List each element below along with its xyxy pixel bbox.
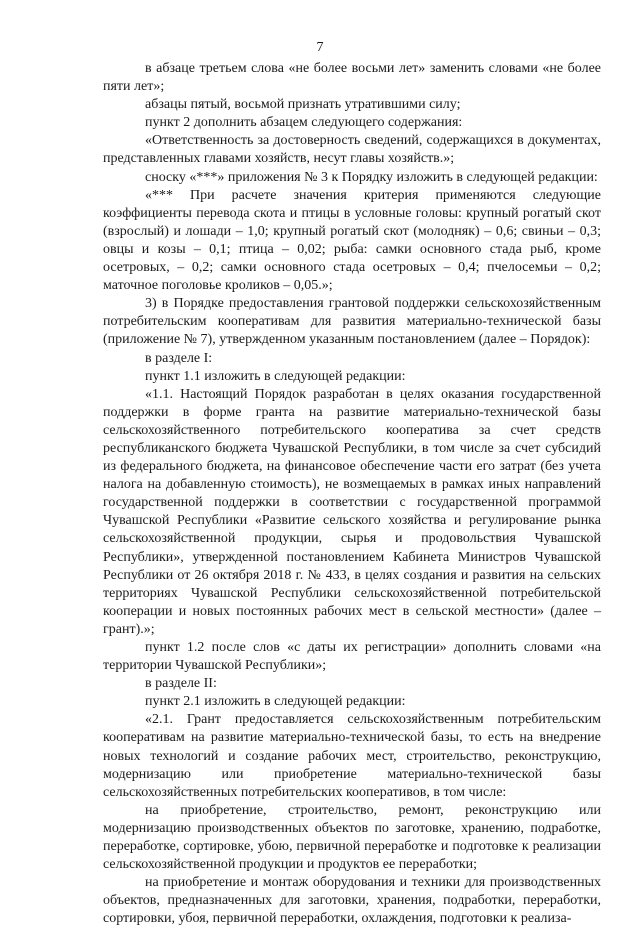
paragraph: «1.1. Настоящий Порядок разработан в целях оказания государственной поддержки в форме гранта на развитие материально-технической базы сельскохозяйственного потребительского кооператива за счет средств республиканского бюджета Чувашской Республики, в том числе за счет субсидий из федерального бюджета, на финансовое обеспечение части его затрат (без учета налога на добавленную стоимость), не возмещаемых в рамках иных направлений государственной поддержки в соответствии с государственной программой Чувашской Республики «Развитие сельского хозяйства и регулирование рынка сельскохозяйственной продукции, сырья и продовольствия Чувашской Республики», утвержденной постановлением Кабинета Министров Чувашской Республики от 26 октября 2018 г. № 433, в целях создания и развития на сельских территориях Чувашской Республики сельскохозяйственной потребительской кооперации и новых постоянных рабочих мест в сельской местности» (далее – грант).»; bbox=[103, 386, 601, 637]
paragraph: пункт 2.1 изложить в следующей редакции: bbox=[145, 694, 406, 710]
paragraph: 3) в Порядке предоставления грантовой поддержки сельскохозяйственным потребительским кооперативам для развития материально-технической базы (приложение № 7), утвержденном указанным постановлением (далее – Порядок): bbox=[103, 296, 601, 348]
paragraph: пункт 1.1 изложить в следующей редакции: bbox=[145, 368, 406, 384]
paragraph: на приобретение и монтаж оборудования и техники для производственных объектов, предназначенных для заготовки, хранения, подработки, переработки, сортировки, убоя, первичной переработки, охлаждения, подготовки к реализа- bbox=[103, 875, 601, 927]
paragraph: в абзаце третьем слова «не более восьми лет» заменить словами «не более пяти лет»; bbox=[103, 61, 601, 95]
paragraph: в разделе II: bbox=[145, 676, 217, 692]
paragraph: на приобретение, строительство, ремонт, реконструкцию или модернизацию производственных объектов по заготовке, хранению, подработке, переработке, сортировке, убою, первичной переработке и подготовке к реализации сельскохозяйственной продукции и продуктов ее переработки; bbox=[103, 802, 601, 873]
paragraph: в разделе I: bbox=[145, 350, 213, 366]
paragraph: «2.1. Грант предоставляется сельскохозяйственным потребительским кооперативам на развитие материально-технической базы, то есть на внедрение новых технологий и создание рабочих мест, строительство, реконструкцию, модернизацию или приобретение материально-технической базы сельскохозяйственных потребительских кооперативов, в том числе: bbox=[103, 712, 601, 800]
paragraph: абзацы пятый, восьмой признать утратившими силу; bbox=[145, 97, 461, 113]
paragraph: «*** При расчете значения критерия применяются следующие коэффициенты перевода скота и птицы в условные головы: крупный рогатый скот (взрослый) и лошади – 1,0; крупный рогатый скот (молодняк) – 0,6; свиньи – 0,3; овцы и козы – 0,1; птица – 0,02; рыба: самки основного стада рыб, кроме осетровых, – 0,2; самки основного стада осетровых – 0,4; пчелосемьи – 0,2; маточное поголовье кроликов – 0,05.»; bbox=[103, 187, 601, 294]
paragraph: сноску «***» приложения № 3 к Порядку изложить в следующей редакции: bbox=[145, 169, 598, 185]
paragraph: пункт 1.2 после слов «с даты их регистрации» дополнить словами «на территории Чувашской Республики»; bbox=[103, 640, 601, 674]
document-body bbox=[103, 60, 601, 929]
page-number: 7 bbox=[316, 40, 324, 55]
paragraph: пункт 2 дополнить абзацем следующего содержания: bbox=[145, 115, 463, 131]
paragraph: «Ответственность за достоверность сведений, содержащихся в документах, представленных главами хозяйств, несут главы хозяйств.»; bbox=[103, 133, 601, 167]
